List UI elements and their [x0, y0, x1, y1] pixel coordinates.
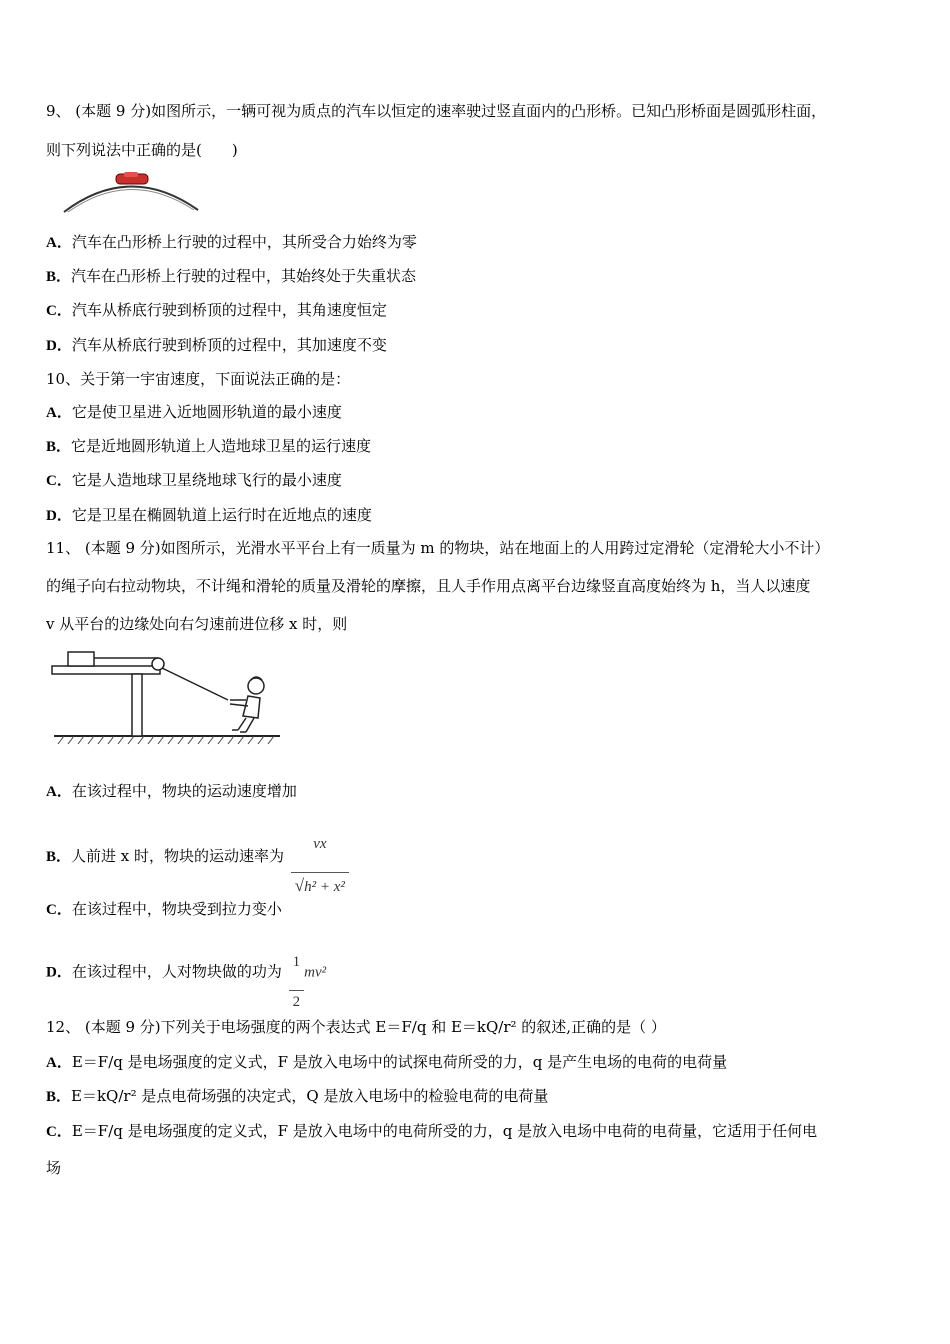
q11-stem-line1: 11、 (本题 9 分)如图所示，光滑水平平台上有一质量为 m 的物块，站在地面上的人用跨过定滑轮（定滑轮大小不计） [46, 539, 830, 557]
q12-option-c: C．E＝F/q 是电场强度的定义式，F 是放入电场中的电荷所受的力，q 是放入电场中电荷的电荷量，它适用于任何电 [46, 1122, 818, 1140]
q12-stem: 12、 (本题 9 分)下列关于电场强度的两个表达式 E＝F/q 和 E＝kQ/r² 的叙述,正确的是（ ） [46, 1018, 666, 1036]
q12-option-b: B．E＝kQ/r² 是点电荷场强的决定式，Q 是放入电场中的检验电荷的电荷量 [46, 1087, 549, 1105]
formula-d-tail: mv² [304, 964, 327, 981]
person-icon [230, 677, 264, 732]
q10-option-d: D．它是卫星在椭圆轨道上运行时在近地点的速度 [46, 506, 372, 524]
q12-option-c-line2: 场 [46, 1159, 62, 1177]
q10-option-a: A．它是使卫星进入近地圆形轨道的最小速度 [46, 403, 342, 421]
q10-stem: 10、关于第一宇宙速度，下面说法正确的是： [46, 370, 351, 388]
q11-option-c: C．在该过程中，物块受到拉力变小 [46, 900, 282, 918]
formula-b: $\frac{vx}{\text{√h² + x²}}$ [291, 816, 349, 898]
q9-stem-line1: 9、 (本题 9 分)如图所示，一辆可视为质点的汽车以恒定的速率驶过竖直面内的凸形桥。已知凸形桥面是圆弧形柱面， [46, 102, 827, 120]
q10-option-c: C．它是人造地球卫星绕地球飞行的最小速度 [46, 471, 342, 489]
q9-option-b: B．汽车在凸形桥上行驶的过程中，其始终处于失重状态 [46, 267, 417, 285]
q9-option-a: A．汽车在凸形桥上行驶的过程中，其所受合力始终为零 [46, 233, 417, 251]
q11-option-d: D．在该过程中，人对物块做的功为 $\frac{1}{2}$ mv² [46, 934, 326, 1011]
pulley-figure [48, 646, 288, 750]
q9-stem-line2: 则下列说法中正确的是( ) [46, 141, 238, 159]
q12-option-a: A．E＝F/q 是电场强度的定义式，F 是放入电场中的试探电荷所受的力，q 是产生电场的电荷的电荷量 [46, 1053, 728, 1071]
q11-option-a: A．在该过程中，物块的运动速度增加 [46, 782, 297, 800]
q11-option-b: B．人前进 x 时，物块的运动速率为 $\frac{vx}{\text{√h² + x²}}$ [46, 816, 349, 898]
q10-option-b: B．它是近地圆形轨道上人造地球卫星的运行速度 [46, 437, 372, 455]
q9-option-d: D．汽车从桥底行驶到桥顶的过程中，其加速度不变 [46, 336, 387, 354]
q9-option-c: C．汽车从桥底行驶到桥顶的过程中，其角速度恒定 [46, 301, 387, 319]
block-icon [68, 652, 94, 666]
q11-stem-line2: 的绳子向右拉动物块，不计绳和滑轮的质量及滑轮的摩擦，且人手作用点离平台边缘竖直高度始终为 h，当人以速度 [46, 577, 811, 595]
formula-d: $\frac{1}{2}$ [289, 934, 305, 1011]
q11-stem-line3: v 从平台的边缘处向右匀速前进位移 x 时，则 [46, 615, 348, 633]
convex-bridge-figure [60, 168, 205, 216]
